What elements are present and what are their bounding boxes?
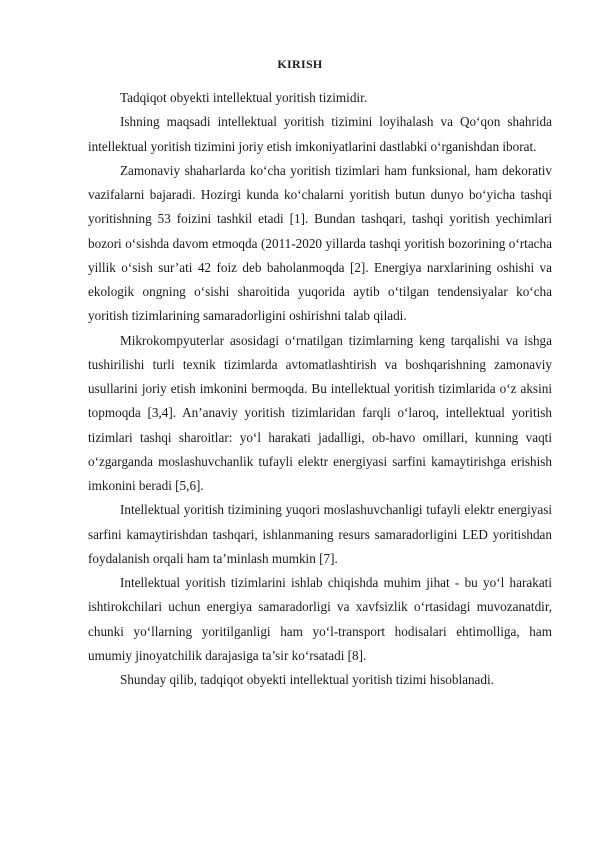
paragraph: Intellektual yoritish tizimining yuqori moslashuvchanligi tufayli elektr energiyasi sarfini kamaytirishdan tashqari, ishlanmaning resurs samaradorligini LED yoritishdan foydalanish orqali ham ta’minlash mumkin [7].: [88, 502, 552, 566]
body-text: [88, 86, 552, 692]
paragraph: Mikrokompyuterlar asosidagi o‘rnatilgan tizimlarning keng tarqalishi va ishga tushirilishi turli texnik tizimlarda avtomatlashtirish va boshqarishning zamonaviy usullarini joriy etish imkonini bermoqda. Bu intellektual yoritish tizimlarida o‘z aksini topmoqda [3,4]. An’anaviy yoritish tizimlaridan farqli o‘laroq, intellektual yoritish tizimlari tashqi sharoitlar: yo‘l harakati jadalligi, ob-havo omillari, kunning vaqti o‘zgarganda moslashuvchanlik tufayli elektr energiyasi sarfini kamaytirishga erishish imkonini beradi [5,6].: [88, 332, 552, 493]
paragraph: Zamonaviy shaharlarda ko‘cha yoritish tizimlari ham funksional, ham dekorativ vazifalarni bajaradi. Hozirgi kunda ko‘chalarni yoritish butun dunyo bo‘yicha tashqi yoritishning 53 foizini tashkil etadi [1]. Bundan tashqari, tashqi yoritish yechimlari bozori o‘sishda davom etmoqda (2011-2020 yillarda tashqi yoritish bozorining o‘rtacha yillik o‘sish sur’ati 42 foiz deb baholanmoqda [2]. Energiya narxlarining oshishi va ekologik ongning o‘sishi sharoitida yuqorida aytib o‘tilgan tendensiyalar ko‘cha yoritish tizimlarining samaradorligini oshirishni talab qiladi.: [88, 162, 552, 324]
paragraph: Tadqiqot obyekti intellektual yoritish tizimidir.: [120, 90, 368, 105]
section-title: KIRISH: [277, 57, 323, 71]
paragraph: Intellektual yoritish tizimlarini ishlab chiqishda muhim jihat - bu yo‘l harakati ishtirokchilari uchun energiya samaradorligi va xavfsizlik o‘rtasidagi muvozanatdir, chunki yo‘llarning yoritilganligi ham yo‘l-transport hodisalari ehtimolliga, ham umumiy jinoyatchilik darajasiga ta’sir ko‘rsatadi [8].: [88, 575, 552, 663]
paragraph: Shunday qilib, tadqiqot obyekti intellektual yoritish tizimi hisoblanadi.: [120, 672, 494, 687]
paragraph: Ishning maqsadi intellektual yoritish tizimini loyihalash va Qo‘qon shahrida intellektual yoritish tizimini joriy etish imkoniyatlarini dastlabki o‘rganishdan iborat.: [88, 114, 552, 154]
